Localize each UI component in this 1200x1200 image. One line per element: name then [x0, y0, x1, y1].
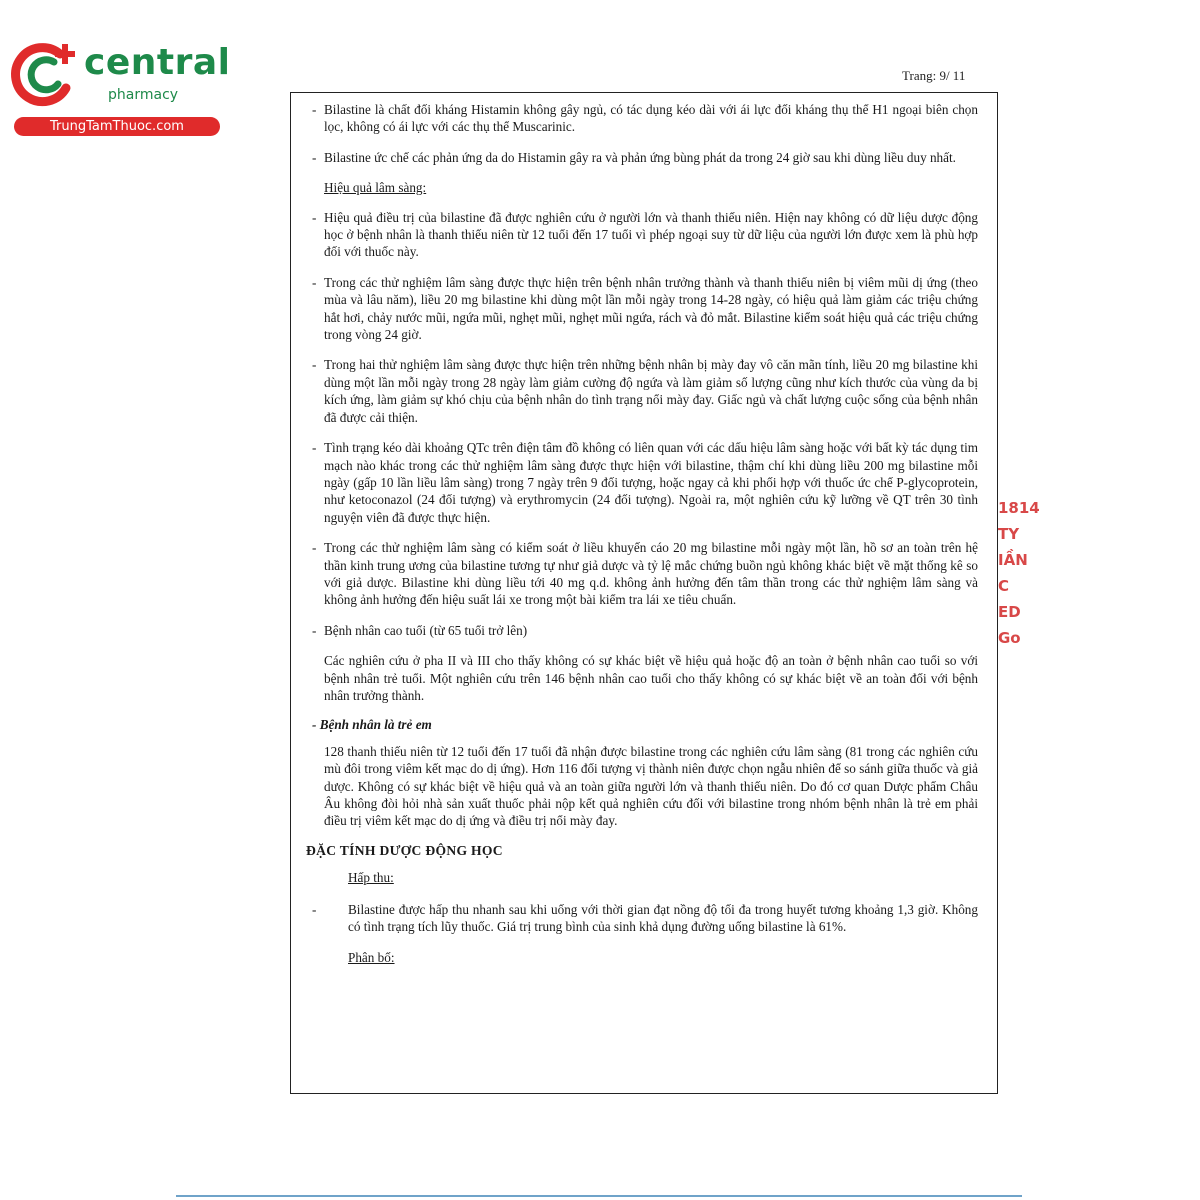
bullet-dash: - [312, 102, 317, 117]
paragraph-text: Bilastine được hấp thu nhanh sau khi uống với thời gian đạt nồng độ tối đa trong huyết tương khoảng 1,3 giờ. Không có tình trạng tích lũy thuốc. Giá trị trung bình của sinh khả dụng đường uống bilastine là 61%. [348, 901, 978, 935]
paragraph-text: Bệnh nhân cao tuổi (từ 65 tuổi trở lên) [324, 622, 528, 638]
paragraph-text: Bilastine ức chế các phản ứng da do Histamin gây ra và phản ứng bùng phát da trong 24 giờ sau khi dùng liều duy nhất. [324, 149, 956, 165]
paragraph [306, 439, 978, 526]
paragraph-text: Hiệu quả điều trị của bilastine đã được nghiên cứu ở người lớn và thanh thiếu niên. Hiện nay không có dữ liệu dược động học ở bệnh nhân là thanh thiếu niên từ 12 tuổi đến 17 tuổi vì phép ngoại suy từ dữ liệu của người lớn được xem là phù hợp đối với thuốc này. [324, 209, 978, 260]
brand-subtitle: pharmacy [108, 87, 179, 103]
paragraph-text: Trong các thử nghiệm lâm sàng được thực hiện trên bệnh nhân trưởng thành và thanh thiếu niên bị viêm mũi dị ứng (theo mùa và lâu năm), liều 20 mg bilastine khi dùng một lần mỗi ngày trong 14-28 ngày, có hiệu quả làm giảm các triệu chứng hắt hơi, chảy nước mũi, ngứa mũi, nghẹt mũi, nghẹt mũi ngứa, rách và đỏ mắt. Bilastine kiểm soát hiệu quả các triệu chứng trong vòng 24 giờ. [324, 274, 978, 343]
paragraph-text: Tình trạng kéo dài khoảng QTc trên điện tâm đồ không có liên quan với các dấu hiệu lâm sàng hoặc với bất kỳ tác dụng tim mạch nào khác trong các thử nghiệm lâm sàng được thực hiện với bilastine, thậm chí khi dùng liều 200 mg bilastine mỗi ngày (gấp 10 lần liều lâm sàng) trong 7 ngày trên 9 đối tượng, hoặc ngay cả khi phối hợp với thuốc ức chế P-glycoprotein, như ketoconazol (24 đối tượng) và erythromycin (24 đối tượng). Ngoài ra, một nghiên cứu kỹ lưỡng về QT trên 30 tình nguyện viên đã được thực hiện. [324, 440, 978, 525]
paragraph-text: Trong các thử nghiệm lâm sàng có kiểm soát ở liều khuyến cáo 20 mg bilastine mỗi ngày một lần, hồ sơ an toàn trên hệ thần kinh trung ương của bilastine tương tự như giả dược và tỷ lệ mắc chứng buồn ngủ không khác biệt về mặt thống kê so với giả dược. Bilastine khi dùng liều tới 40 mg q.d. không ảnh hưởng đến tâm thần trong các thử nghiệm lâm sàng và không ảnh hưởng đến hiệu suất lái xe trong một bài kiểm tra lái xe tiêu chuẩn. [324, 540, 978, 608]
paragraph [306, 539, 978, 609]
distribution-heading: Phân bố: [348, 950, 395, 966]
paragraph [306, 149, 978, 166]
document-body [306, 101, 978, 981]
bullet-dash: - [312, 274, 317, 290]
brand-logo [10, 38, 231, 138]
paragraph: 128 thanh thiếu niên từ 12 tuổi đến 17 tuổi đã nhận được bilastine trong các nghiên cứu lâm sàng (81 trong các nghiên cứu mù đôi trong viêm kết mạc do dị ứng). Hơn 116 đối tượng vị thành niên được chọn ngẫu nhiên để so sánh giữa thuốc và giả dược. Không có sự khác biệt về hiệu quả và an toàn giữa người lớn và thanh thiếu niên. Do đó cơ quan Dược phẩm Châu Âu không đòi hỏi nhà sản xuất thuốc phải nộp kết quả nghiên cứu đối với bilastine trong nhóm bệnh nhân là trẻ em phải điều trị viêm kết mạc do dị ứng và điều trị nổi mày đay. [324, 743, 978, 829]
red-stamp [998, 495, 1040, 655]
bullet-dash: - [312, 540, 317, 556]
children-heading: - Bệnh nhân là trẻ em [312, 717, 432, 733]
paragraph [306, 209, 978, 261]
bullet-dash: - [312, 209, 317, 225]
brand-url[interactable]: TrungTamThuoc.com [14, 117, 220, 136]
paragraph-text: Bilastine là chất đối kháng Histamin không gây ngủ, có tác dụng kéo dài với ái lực đối kháng thụ thể H1 ngoại biên chọn lọc, không có ái lực với các thụ thể Muscarinic. [324, 102, 978, 135]
clinical-heading: Hiệu quả lâm sàng: [324, 180, 427, 196]
footer-divider [176, 1195, 1022, 1197]
elderly-item [306, 622, 978, 639]
brand-name: central [84, 42, 231, 83]
stamp-text: ED [998, 603, 1021, 621]
bullet-dash: - [312, 901, 317, 917]
pk-section-title: ĐẶC TÍNH DƯỢC ĐỘNG HỌC [306, 842, 503, 858]
bullet-dash: - [312, 622, 317, 638]
paragraph [306, 901, 978, 936]
bullet-dash: - [312, 357, 317, 373]
stamp-text: C [998, 577, 1010, 595]
paragraph [306, 101, 978, 136]
paragraph [306, 274, 978, 344]
pharmacy-cross-icon [10, 38, 80, 108]
absorption-heading: Hấp thu: [348, 870, 394, 886]
bullet-dash: - [312, 440, 317, 456]
page-number: Trang: 9/ 11 [902, 68, 966, 83]
stamp-text: 1814 [998, 499, 1040, 517]
stamp-text: IẦN [998, 551, 1028, 569]
paragraph [306, 356, 978, 426]
stamp-text: Go [998, 629, 1021, 647]
paragraph: Các nghiên cứu ở pha II và III cho thấy không có sự khác biệt về hiệu quả hoặc độ an toàn ở bệnh nhân cao tuổi so với bệnh nhân trẻ tuổi. Một nghiên cứu trên 146 bệnh nhân cao tuổi cho thấy không có sự khác biệt về an toàn đối với bệnh nhân trưởng thành. [324, 653, 978, 703]
paragraph-text: Trong hai thử nghiệm lâm sàng được thực hiện trên những bệnh nhân bị mày đay vô căn mãn tính, liều 20 mg bilastine khi dùng một lần mỗi ngày trong 28 ngày làm giảm cường độ ngứa và làm giảm số lượng cũng như kích thước của vùng da bị kích ứng, làm giảm sự khó chịu của bệnh nhân do tình trạng nổi mày đay. Giấc ngủ và chất lượng cuộc sống của bệnh nhân đã được cải thiện. [324, 357, 978, 425]
stamp-text: TY [998, 525, 1020, 543]
bullet-dash: - [312, 149, 317, 165]
